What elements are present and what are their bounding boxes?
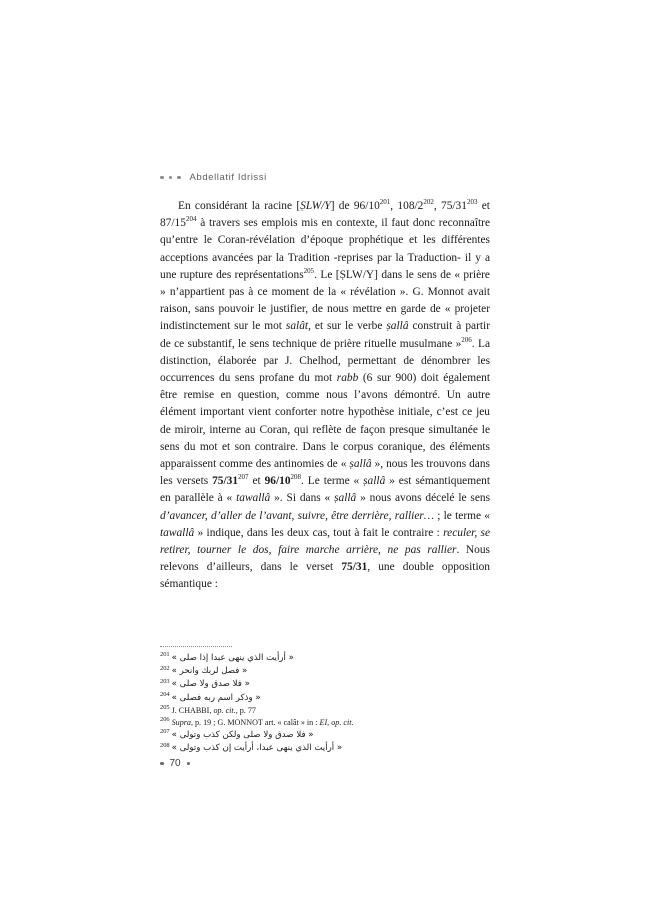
footnote-number: 204 (160, 690, 170, 698)
body-text-run: . Le [ṢLW/Y] dans le sens de « prière » n’appartient pas à ce moment de la « révélation ». G. Monnot avait raison, sans pouvoir le justifier, de nous mettre en garde de « projeter indistinctement sur le mot (160, 268, 490, 333)
body-text-run: et (248, 475, 265, 488)
footnote-number: 208 (160, 741, 170, 749)
footnote-item (160, 678, 495, 691)
footnote-item (160, 692, 495, 705)
bullet-icon (169, 176, 173, 180)
footnote-ref[interactable]: 201 (379, 198, 391, 207)
bullet-icon (160, 762, 164, 766)
emphasis-text: d’avancer, d’aller de l’avant, suivre, être derrière, rallier… (160, 509, 434, 522)
footnote-ref[interactable]: 205 (303, 267, 315, 276)
footnote-number: 203 (160, 677, 170, 685)
bullet-icon (177, 176, 181, 180)
footnote-item (160, 705, 495, 717)
emphasis-text: ṣallâ (363, 475, 386, 488)
emphasis-text: ṢLW/Y (300, 200, 331, 212)
footnote-list (160, 652, 495, 756)
body-text-run: », nous les trouvons dans les versets (160, 458, 490, 488)
body-text-run: et 87/15 (160, 200, 490, 230)
body-text-run: . Nous relevons d’ailleurs, dans le verset (160, 544, 490, 574)
footnote-item (160, 717, 495, 729)
emphasis-text: salât (285, 320, 309, 333)
footnote-ref[interactable]: 208 (290, 473, 302, 482)
verse-reference: 75/31 (212, 475, 239, 488)
body-text-run: » indique, dans les deux cas, tout à fait le contraire : (194, 526, 444, 539)
footnote-number: 206 (160, 716, 170, 724)
footnote-text: « أرأيت الذي ينهى عبدا إذا صلى » (171, 653, 294, 663)
footnote-ref[interactable]: 202 (423, 198, 434, 207)
body-text-run: ] de 96/10 (330, 200, 380, 212)
body-text-run: ». Si dans « (270, 492, 335, 505)
footnote-number: 202 (160, 664, 170, 672)
body-text-run: à travers ses emplois mis en contexte, il faut donc reconnaître qu’entre le Coran-révélation d’époque prophétique et les différentes acceptions avancées par la Tradition -reprises par la Traduction- il y a une rupture des représentations (160, 217, 490, 281)
verse-reference: 96/10 (264, 475, 291, 488)
footnote-text: Supra, p. 19 ; G. MONNOT art. « calât » in : EI, op. cit. (171, 717, 354, 727)
footnote-item (160, 652, 495, 665)
body-text-run: , 75/31 (433, 200, 467, 212)
running-head (160, 172, 500, 183)
body-text-run: , une double opposition sémantique : (160, 561, 490, 591)
footnote-ref[interactable]: 207 (238, 473, 249, 482)
body-text-run: » nous avons décelé le sens (356, 492, 491, 505)
emphasis-text: ṣallâ (349, 458, 372, 471)
bullet-icon (187, 762, 191, 766)
footnote-text: « فصل لربك وانحر » (171, 666, 248, 677)
body-text-run: » est sémantiquement en parallèle à « (160, 475, 490, 505)
footnote-separator-rule (160, 646, 232, 647)
emphasis-text: tawallâ (160, 526, 195, 539)
body-text-run: . La distinction, élaborée par J. Chelhod, permettant de dénombrer les occurrences du sens profane du mot (160, 337, 490, 385)
body-text-run: En considérant la racine [ (178, 200, 301, 212)
body-text-run: (6 sur 900) doit également être remise en question, comme nous l’avons démontré. Un autre élément important vient conforter notre hypothèse initiale, c’est ce jeu de miroir, interne au Coran, qui reflète de façon presque simultanée le sens du mot et son contraire. Dans le corpus coranique, des éléments apparaissent comme des antinomies de « (160, 372, 490, 471)
verse-reference: 75/31 (341, 561, 368, 574)
body-text-run: , 108/2 (390, 200, 424, 212)
body-text-run: . Le terme « (301, 475, 364, 488)
footnote-number: 207 (160, 728, 170, 736)
footnote-ref[interactable]: 203 (466, 198, 478, 207)
emphasis-text: reculer, se retirer, tourner le dos, faire marche arrière, ne pas rallier (160, 526, 491, 557)
emphasis-text: ṣallâ (386, 320, 409, 333)
footnote-item (160, 665, 495, 678)
running-head-author: Abdellatif Idrissi (189, 172, 267, 183)
footnote-text: « وذكر اسم ربه فصلى » (171, 692, 261, 703)
footnote-text: J. CHABBI, op. cit., p. 77 (171, 705, 256, 715)
bullet-icon (160, 176, 164, 180)
body-paragraph (160, 198, 490, 594)
body-text-run: ; le terme « (433, 509, 491, 522)
page-number: 70 (169, 758, 181, 769)
footnote-ref[interactable]: 206 (461, 335, 472, 344)
emphasis-text: ṣallâ (334, 492, 357, 505)
footnote-ref[interactable]: 204 (185, 215, 197, 224)
footnote-text: « أرأيت الذي ينهى عبدا، أرأيت إن كذب وتولى » (171, 743, 343, 754)
emphasis-text: tawallâ (236, 492, 271, 505)
footnote-text: « فلا صدق ولا صلى ولكن كذب وتولى » (171, 730, 314, 741)
body-text-run: construit à partir de ce substantif, le sens technique de prière rituelle musulmane » (160, 320, 490, 350)
footnote-text: « فلا صدق ولا صلى » (171, 679, 250, 690)
folio (160, 758, 190, 769)
footnote-number: 205 (160, 704, 170, 712)
emphasis-text: rabb (336, 372, 359, 385)
body-text-column (160, 198, 490, 594)
footnote-item (160, 729, 495, 742)
body-text-run: , et sur le verbe (308, 320, 387, 333)
footnote-number: 201 (160, 651, 170, 659)
footnote-item (160, 742, 495, 755)
